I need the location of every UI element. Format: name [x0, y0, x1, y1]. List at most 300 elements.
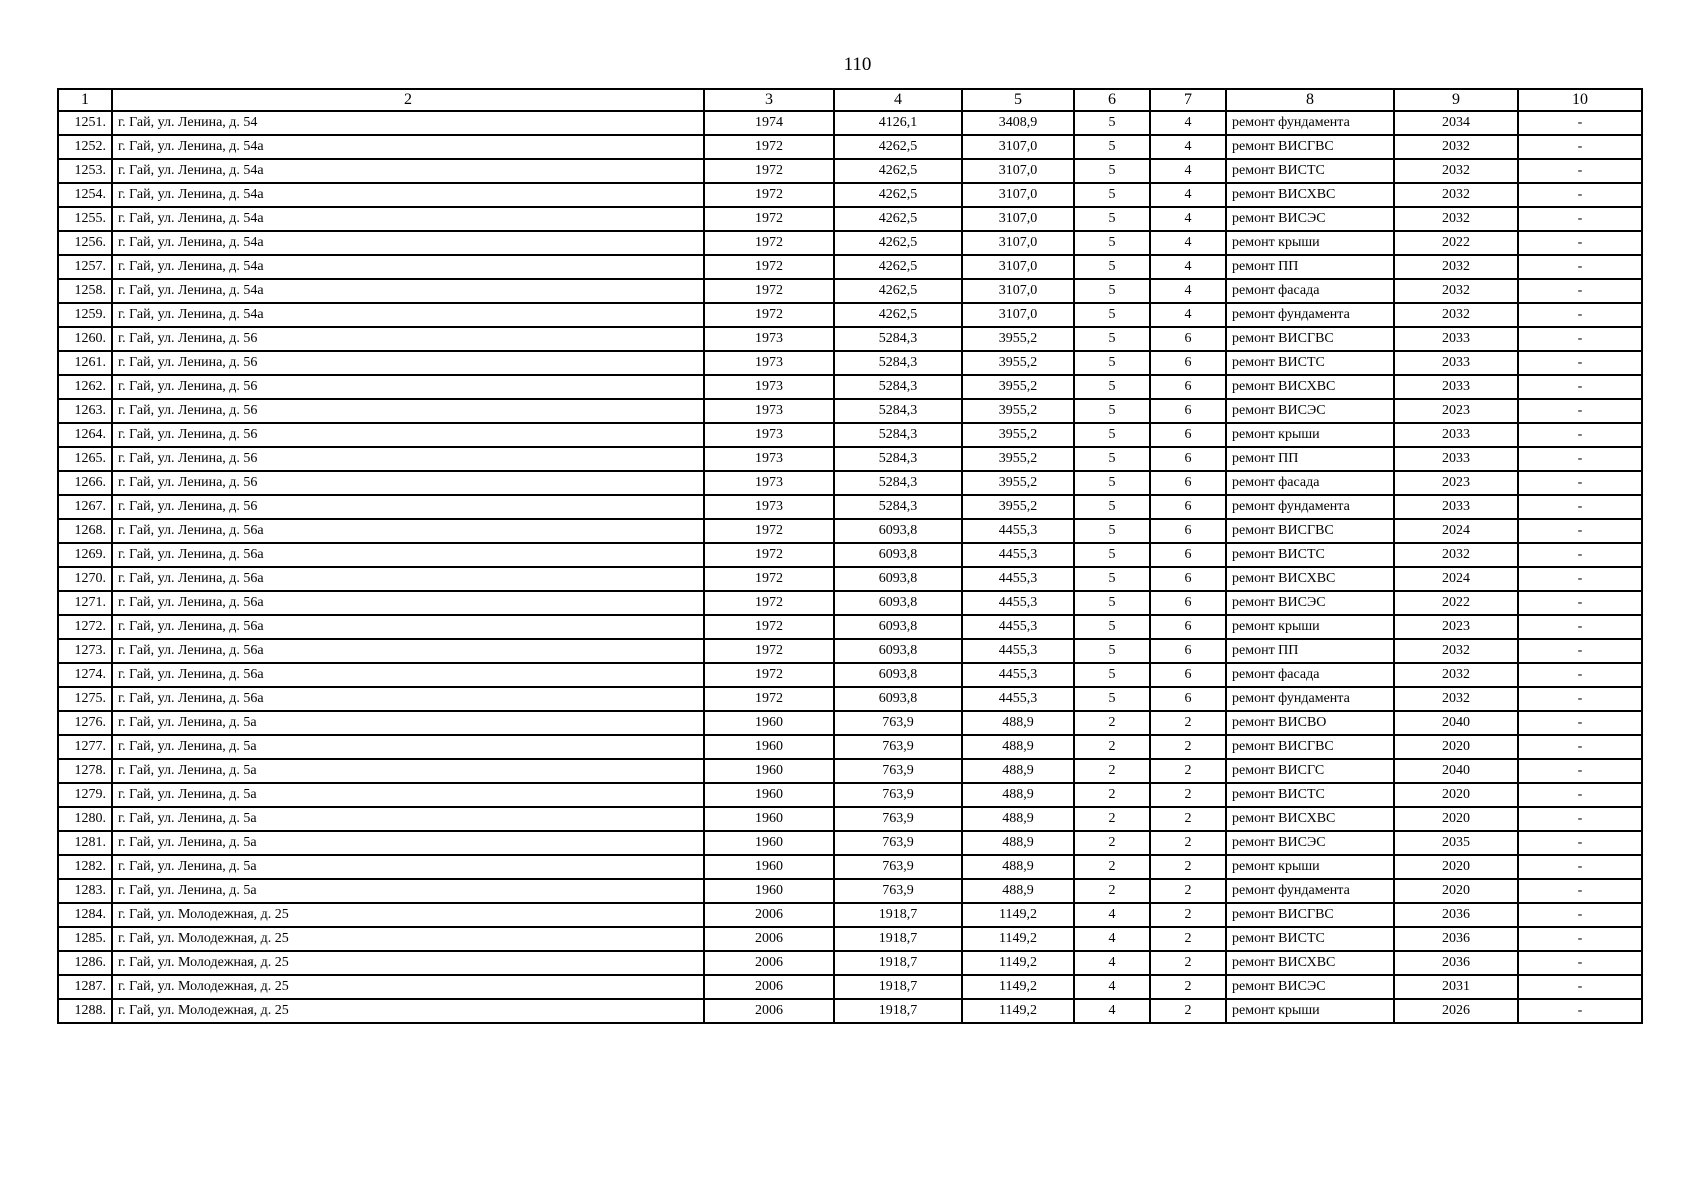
cell-entrances: 6 — [1150, 375, 1226, 399]
cell-address: г. Гай, ул. Ленина, д. 54а — [112, 207, 704, 231]
cell-planned-year: 2033 — [1394, 327, 1518, 351]
cell-planned-year: 2032 — [1394, 543, 1518, 567]
cell-year-built: 1960 — [704, 735, 834, 759]
cell-total-area: 6093,8 — [834, 567, 962, 591]
cell-total-area: 763,9 — [834, 759, 962, 783]
cell-year-built: 1960 — [704, 831, 834, 855]
cell-entrances: 4 — [1150, 279, 1226, 303]
table-row — [58, 759, 1642, 783]
cell-floors: 5 — [1074, 279, 1150, 303]
cell-year-built: 1960 — [704, 807, 834, 831]
cell-work-type: ремонт фундамента — [1226, 687, 1394, 711]
cell-floors: 5 — [1074, 495, 1150, 519]
cell-row-number: 1287. — [58, 975, 112, 999]
cell-total-area: 1918,7 — [834, 951, 962, 975]
cell-work-type: ремонт ВИСЭС — [1226, 591, 1394, 615]
cell-year-built: 1972 — [704, 615, 834, 639]
cell-residential-area: 488,9 — [962, 735, 1074, 759]
cell-planned-year: 2022 — [1394, 231, 1518, 255]
cell-address: г. Гай, ул. Ленина, д. 5а — [112, 831, 704, 855]
table-row — [58, 135, 1642, 159]
cell-year-built: 1972 — [704, 159, 834, 183]
table-row — [58, 783, 1642, 807]
cell-planned-year: 2032 — [1394, 687, 1518, 711]
cell-entrances: 6 — [1150, 519, 1226, 543]
cell-note: - — [1518, 999, 1642, 1023]
cell-year-built: 1973 — [704, 327, 834, 351]
cell-floors: 2 — [1074, 759, 1150, 783]
cell-residential-area: 3955,2 — [962, 351, 1074, 375]
cell-entrances: 2 — [1150, 807, 1226, 831]
cell-row-number: 1267. — [58, 495, 112, 519]
cell-total-area: 5284,3 — [834, 423, 962, 447]
column-number-row — [58, 89, 1642, 111]
table-row — [58, 879, 1642, 903]
cell-address: г. Гай, ул. Ленина, д. 56 — [112, 375, 704, 399]
cell-note: - — [1518, 639, 1642, 663]
cell-year-built: 1972 — [704, 567, 834, 591]
cell-address: г. Гай, ул. Ленина, д. 5а — [112, 855, 704, 879]
cell-entrances: 2 — [1150, 783, 1226, 807]
cell-address: г. Гай, ул. Ленина, д. 56а — [112, 519, 704, 543]
cell-residential-area: 3955,2 — [962, 447, 1074, 471]
cell-planned-year: 2023 — [1394, 399, 1518, 423]
cell-floors: 5 — [1074, 663, 1150, 687]
table-row — [58, 807, 1642, 831]
cell-planned-year: 2026 — [1394, 999, 1518, 1023]
cell-note: - — [1518, 279, 1642, 303]
cell-row-number: 1279. — [58, 783, 112, 807]
cell-residential-area: 488,9 — [962, 759, 1074, 783]
cell-planned-year: 2023 — [1394, 471, 1518, 495]
column-header: 9 — [1394, 89, 1518, 111]
table-body — [58, 111, 1642, 1023]
cell-work-type: ремонт ВИСТС — [1226, 159, 1394, 183]
cell-address: г. Гай, ул. Ленина, д. 5а — [112, 879, 704, 903]
cell-year-built: 1973 — [704, 423, 834, 447]
cell-total-area: 1918,7 — [834, 975, 962, 999]
cell-address: г. Гай, ул. Ленина, д. 54а — [112, 255, 704, 279]
cell-floors: 4 — [1074, 951, 1150, 975]
cell-year-built: 1973 — [704, 447, 834, 471]
cell-floors: 2 — [1074, 807, 1150, 831]
cell-note: - — [1518, 807, 1642, 831]
cell-residential-area: 4455,3 — [962, 687, 1074, 711]
cell-total-area: 6093,8 — [834, 687, 962, 711]
cell-entrances: 6 — [1150, 639, 1226, 663]
cell-total-area: 5284,3 — [834, 471, 962, 495]
cell-row-number: 1251. — [58, 111, 112, 135]
cell-entrances: 6 — [1150, 399, 1226, 423]
cell-residential-area: 3107,0 — [962, 207, 1074, 231]
cell-entrances: 6 — [1150, 351, 1226, 375]
cell-floors: 5 — [1074, 207, 1150, 231]
cell-year-built: 2006 — [704, 903, 834, 927]
cell-planned-year: 2036 — [1394, 951, 1518, 975]
cell-year-built: 1973 — [704, 399, 834, 423]
cell-year-built: 1960 — [704, 879, 834, 903]
cell-work-type: ремонт фундамента — [1226, 111, 1394, 135]
cell-row-number: 1288. — [58, 999, 112, 1023]
table-row — [58, 159, 1642, 183]
cell-total-area: 763,9 — [834, 831, 962, 855]
cell-entrances: 2 — [1150, 927, 1226, 951]
cell-year-built: 1972 — [704, 543, 834, 567]
cell-floors: 4 — [1074, 999, 1150, 1023]
cell-entrances: 4 — [1150, 135, 1226, 159]
cell-work-type: ремонт фасада — [1226, 279, 1394, 303]
cell-note: - — [1518, 591, 1642, 615]
cell-note: - — [1518, 951, 1642, 975]
table-row — [58, 591, 1642, 615]
cell-planned-year: 2040 — [1394, 711, 1518, 735]
table-row — [58, 543, 1642, 567]
cell-note: - — [1518, 327, 1642, 351]
cell-row-number: 1259. — [58, 303, 112, 327]
cell-total-area: 4262,5 — [834, 255, 962, 279]
column-header: 4 — [834, 89, 962, 111]
cell-note: - — [1518, 519, 1642, 543]
cell-residential-area: 3955,2 — [962, 423, 1074, 447]
cell-entrances: 2 — [1150, 759, 1226, 783]
cell-planned-year: 2022 — [1394, 591, 1518, 615]
cell-total-area: 4262,5 — [834, 183, 962, 207]
cell-note: - — [1518, 447, 1642, 471]
table-row — [58, 711, 1642, 735]
cell-work-type: ремонт ПП — [1226, 255, 1394, 279]
cell-entrances: 2 — [1150, 735, 1226, 759]
cell-row-number: 1276. — [58, 711, 112, 735]
cell-total-area: 1918,7 — [834, 903, 962, 927]
cell-address: г. Гай, ул. Ленина, д. 56 — [112, 399, 704, 423]
cell-work-type: ремонт крыши — [1226, 615, 1394, 639]
cell-work-type: ремонт крыши — [1226, 999, 1394, 1023]
cell-year-built: 1973 — [704, 351, 834, 375]
cell-work-type: ремонт ВИСХВС — [1226, 375, 1394, 399]
cell-address: г. Гай, ул. Молодежная, д. 25 — [112, 927, 704, 951]
cell-row-number: 1265. — [58, 447, 112, 471]
cell-planned-year: 2040 — [1394, 759, 1518, 783]
cell-total-area: 4262,5 — [834, 279, 962, 303]
cell-residential-area: 1149,2 — [962, 927, 1074, 951]
cell-planned-year: 2035 — [1394, 831, 1518, 855]
cell-row-number: 1284. — [58, 903, 112, 927]
table-row — [58, 663, 1642, 687]
cell-note: - — [1518, 975, 1642, 999]
cell-row-number: 1266. — [58, 471, 112, 495]
cell-row-number: 1282. — [58, 855, 112, 879]
cell-note: - — [1518, 111, 1642, 135]
cell-address: г. Гай, ул. Молодежная, д. 25 — [112, 999, 704, 1023]
cell-total-area: 5284,3 — [834, 351, 962, 375]
cell-planned-year: 2032 — [1394, 159, 1518, 183]
cell-note: - — [1518, 471, 1642, 495]
cell-work-type: ремонт крыши — [1226, 231, 1394, 255]
cell-total-area: 5284,3 — [834, 375, 962, 399]
cell-planned-year: 2020 — [1394, 735, 1518, 759]
cell-total-area: 6093,8 — [834, 615, 962, 639]
cell-total-area: 4262,5 — [834, 231, 962, 255]
table-row — [58, 327, 1642, 351]
cell-floors: 5 — [1074, 687, 1150, 711]
cell-total-area: 4126,1 — [834, 111, 962, 135]
cell-note: - — [1518, 399, 1642, 423]
cell-year-built: 1973 — [704, 375, 834, 399]
cell-total-area: 763,9 — [834, 735, 962, 759]
table-row — [58, 567, 1642, 591]
cell-entrances: 4 — [1150, 159, 1226, 183]
cell-residential-area: 488,9 — [962, 879, 1074, 903]
cell-entrances: 6 — [1150, 327, 1226, 351]
cell-residential-area: 3955,2 — [962, 327, 1074, 351]
cell-address: г. Гай, ул. Ленина, д. 5а — [112, 735, 704, 759]
cell-planned-year: 2024 — [1394, 519, 1518, 543]
cell-work-type: ремонт ВИСТС — [1226, 783, 1394, 807]
cell-floors: 5 — [1074, 543, 1150, 567]
cell-floors: 2 — [1074, 783, 1150, 807]
cell-row-number: 1263. — [58, 399, 112, 423]
cell-address: г. Гай, ул. Ленина, д. 5а — [112, 711, 704, 735]
table-row — [58, 519, 1642, 543]
table-row — [58, 207, 1642, 231]
cell-planned-year: 2023 — [1394, 615, 1518, 639]
cell-floors: 2 — [1074, 735, 1150, 759]
cell-floors: 2 — [1074, 879, 1150, 903]
cell-row-number: 1261. — [58, 351, 112, 375]
cell-floors: 5 — [1074, 135, 1150, 159]
cell-entrances: 6 — [1150, 663, 1226, 687]
cell-address: г. Гай, ул. Ленина, д. 56а — [112, 615, 704, 639]
cell-planned-year: 2032 — [1394, 135, 1518, 159]
cell-year-built: 1960 — [704, 759, 834, 783]
cell-year-built: 1960 — [704, 855, 834, 879]
table-row — [58, 399, 1642, 423]
cell-note: - — [1518, 567, 1642, 591]
cell-note: - — [1518, 159, 1642, 183]
cell-year-built: 2006 — [704, 975, 834, 999]
cell-entrances: 6 — [1150, 423, 1226, 447]
cell-entrances: 2 — [1150, 903, 1226, 927]
cell-total-area: 763,9 — [834, 855, 962, 879]
cell-planned-year: 2032 — [1394, 255, 1518, 279]
cell-floors: 5 — [1074, 591, 1150, 615]
cell-entrances: 4 — [1150, 183, 1226, 207]
cell-entrances: 6 — [1150, 567, 1226, 591]
cell-row-number: 1275. — [58, 687, 112, 711]
cell-total-area: 1918,7 — [834, 999, 962, 1023]
cell-floors: 4 — [1074, 903, 1150, 927]
cell-floors: 2 — [1074, 855, 1150, 879]
table-row — [58, 183, 1642, 207]
cell-residential-area: 3408,9 — [962, 111, 1074, 135]
cell-total-area: 4262,5 — [834, 303, 962, 327]
cell-year-built: 1972 — [704, 519, 834, 543]
cell-address: г. Гай, ул. Ленина, д. 54 — [112, 111, 704, 135]
cell-address: г. Гай, ул. Ленина, д. 54а — [112, 231, 704, 255]
cell-note: - — [1518, 687, 1642, 711]
cell-address: г. Гай, ул. Ленина, д. 56 — [112, 495, 704, 519]
cell-planned-year: 2020 — [1394, 855, 1518, 879]
cell-work-type: ремонт ВИСЭС — [1226, 831, 1394, 855]
cell-planned-year: 2020 — [1394, 807, 1518, 831]
cell-note: - — [1518, 255, 1642, 279]
cell-year-built: 1973 — [704, 471, 834, 495]
cell-entrances: 2 — [1150, 975, 1226, 999]
cell-work-type: ремонт фасада — [1226, 663, 1394, 687]
cell-residential-area: 488,9 — [962, 711, 1074, 735]
cell-residential-area: 4455,3 — [962, 519, 1074, 543]
column-header: 2 — [112, 89, 704, 111]
cell-year-built: 1972 — [704, 591, 834, 615]
cell-address: г. Гай, ул. Ленина, д. 54а — [112, 135, 704, 159]
cell-floors: 2 — [1074, 711, 1150, 735]
cell-year-built: 1972 — [704, 303, 834, 327]
cell-residential-area: 3107,0 — [962, 303, 1074, 327]
cell-work-type: ремонт ВИСГВС — [1226, 735, 1394, 759]
cell-entrances: 4 — [1150, 231, 1226, 255]
cell-year-built: 1972 — [704, 663, 834, 687]
cell-residential-area: 3955,2 — [962, 375, 1074, 399]
cell-row-number: 1280. — [58, 807, 112, 831]
cell-total-area: 763,9 — [834, 783, 962, 807]
cell-year-built: 2006 — [704, 951, 834, 975]
cell-floors: 5 — [1074, 183, 1150, 207]
cell-floors: 5 — [1074, 111, 1150, 135]
cell-work-type: ремонт ВИСГВС — [1226, 327, 1394, 351]
cell-note: - — [1518, 663, 1642, 687]
cell-row-number: 1274. — [58, 663, 112, 687]
cell-residential-area: 3107,0 — [962, 255, 1074, 279]
cell-residential-area: 4455,3 — [962, 615, 1074, 639]
cell-planned-year: 2034 — [1394, 111, 1518, 135]
table-row — [58, 975, 1642, 999]
cell-planned-year: 2031 — [1394, 975, 1518, 999]
cell-row-number: 1285. — [58, 927, 112, 951]
cell-row-number: 1253. — [58, 159, 112, 183]
cell-total-area: 763,9 — [834, 879, 962, 903]
cell-work-type: ремонт ВИСТС — [1226, 351, 1394, 375]
table-row — [58, 447, 1642, 471]
cell-total-area: 763,9 — [834, 711, 962, 735]
table-row — [58, 255, 1642, 279]
cell-floors: 5 — [1074, 231, 1150, 255]
cell-total-area: 5284,3 — [834, 495, 962, 519]
cell-residential-area: 1149,2 — [962, 951, 1074, 975]
cell-address: г. Гай, ул. Ленина, д. 54а — [112, 279, 704, 303]
cell-note: - — [1518, 831, 1642, 855]
cell-residential-area: 1149,2 — [962, 999, 1074, 1023]
cell-floors: 4 — [1074, 975, 1150, 999]
cell-note: - — [1518, 207, 1642, 231]
column-header: 5 — [962, 89, 1074, 111]
cell-entrances: 2 — [1150, 879, 1226, 903]
cell-total-area: 6093,8 — [834, 543, 962, 567]
cell-work-type: ремонт ВИСТС — [1226, 927, 1394, 951]
cell-residential-area: 488,9 — [962, 783, 1074, 807]
cell-note: - — [1518, 711, 1642, 735]
cell-total-area: 763,9 — [834, 807, 962, 831]
cell-planned-year: 2032 — [1394, 639, 1518, 663]
column-header: 3 — [704, 89, 834, 111]
cell-row-number: 1252. — [58, 135, 112, 159]
cell-entrances: 2 — [1150, 951, 1226, 975]
cell-row-number: 1269. — [58, 543, 112, 567]
cell-planned-year: 2033 — [1394, 423, 1518, 447]
cell-address: г. Гай, ул. Ленина, д. 56а — [112, 543, 704, 567]
cell-total-area: 6093,8 — [834, 663, 962, 687]
cell-year-built: 1972 — [704, 207, 834, 231]
table-row — [58, 279, 1642, 303]
cell-total-area: 6093,8 — [834, 519, 962, 543]
cell-planned-year: 2036 — [1394, 927, 1518, 951]
column-header: 1 — [58, 89, 112, 111]
cell-floors: 5 — [1074, 447, 1150, 471]
cell-residential-area: 4455,3 — [962, 567, 1074, 591]
cell-address: г. Гай, ул. Ленина, д. 56 — [112, 447, 704, 471]
cell-row-number: 1272. — [58, 615, 112, 639]
cell-floors: 5 — [1074, 399, 1150, 423]
cell-row-number: 1254. — [58, 183, 112, 207]
cell-note: - — [1518, 903, 1642, 927]
cell-floors: 4 — [1074, 927, 1150, 951]
cell-residential-area: 1149,2 — [962, 975, 1074, 999]
table-row — [58, 351, 1642, 375]
cell-floors: 5 — [1074, 567, 1150, 591]
cell-address: г. Гай, ул. Ленина, д. 54а — [112, 159, 704, 183]
cell-address: г. Гай, ул. Молодежная, д. 25 — [112, 903, 704, 927]
cell-year-built: 1972 — [704, 183, 834, 207]
cell-work-type: ремонт фасада — [1226, 471, 1394, 495]
cell-entrances: 2 — [1150, 999, 1226, 1023]
cell-planned-year: 2033 — [1394, 375, 1518, 399]
cell-planned-year: 2032 — [1394, 207, 1518, 231]
column-header: 10 — [1518, 89, 1642, 111]
cell-total-area: 6093,8 — [834, 591, 962, 615]
column-header: 7 — [1150, 89, 1226, 111]
table-row — [58, 735, 1642, 759]
cell-work-type: ремонт ВИСГС — [1226, 759, 1394, 783]
cell-work-type: ремонт ВИСЭС — [1226, 207, 1394, 231]
table-row — [58, 855, 1642, 879]
cell-address: г. Гай, ул. Ленина, д. 54а — [112, 183, 704, 207]
cell-residential-area: 4455,3 — [962, 639, 1074, 663]
cell-row-number: 1258. — [58, 279, 112, 303]
cell-planned-year: 2020 — [1394, 879, 1518, 903]
cell-address: г. Гай, ул. Ленина, д. 56а — [112, 591, 704, 615]
cell-address: г. Гай, ул. Ленина, д. 56а — [112, 663, 704, 687]
cell-residential-area: 3955,2 — [962, 399, 1074, 423]
cell-address: г. Гай, ул. Ленина, д. 56 — [112, 351, 704, 375]
cell-entrances: 6 — [1150, 591, 1226, 615]
cell-entrances: 6 — [1150, 495, 1226, 519]
cell-work-type: ремонт ВИСГВС — [1226, 135, 1394, 159]
table-row — [58, 903, 1642, 927]
table-row — [58, 303, 1642, 327]
cell-floors: 5 — [1074, 351, 1150, 375]
cell-row-number: 1264. — [58, 423, 112, 447]
cell-total-area: 4262,5 — [834, 135, 962, 159]
cell-residential-area: 488,9 — [962, 807, 1074, 831]
cell-residential-area: 3955,2 — [962, 495, 1074, 519]
table-row — [58, 231, 1642, 255]
cell-entrances: 6 — [1150, 447, 1226, 471]
cell-row-number: 1255. — [58, 207, 112, 231]
cell-note: - — [1518, 855, 1642, 879]
cell-year-built: 1972 — [704, 279, 834, 303]
cell-row-number: 1273. — [58, 639, 112, 663]
cell-note: - — [1518, 375, 1642, 399]
cell-planned-year: 2032 — [1394, 303, 1518, 327]
